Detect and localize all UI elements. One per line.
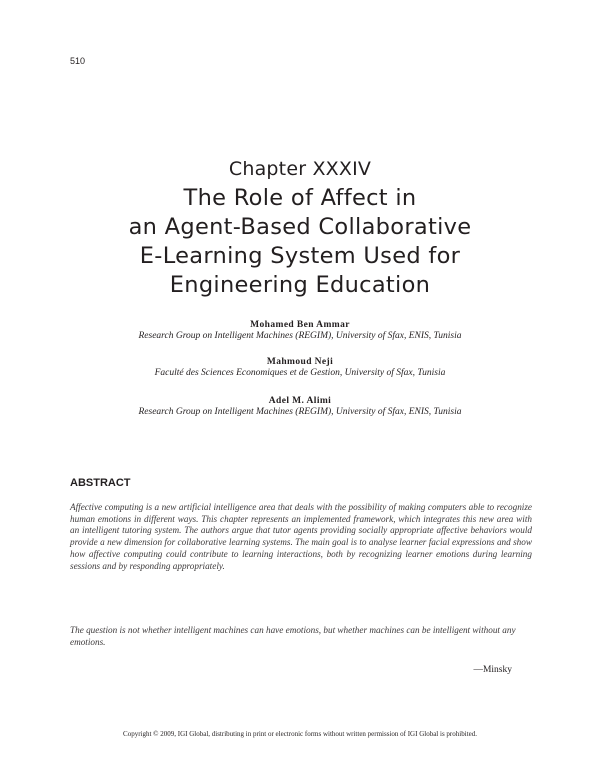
author-affiliation: Research Group on Intelligent Machines (REGIM), University of Sfax, ENIS, Tunisia	[138, 407, 462, 417]
title-line: The Role of Affect in	[183, 185, 417, 211]
author-block	[0, 396, 600, 417]
author-affiliation: Faculté des Sciences Economiques et de Gestion, University of Sfax, Tunisia	[154, 368, 446, 378]
copyright-notice: Copyright © 2009, IGI Global, distributing in print or electronic forms without written permission of IGI Global is prohibited.	[123, 730, 477, 738]
author-name: Mohamed Ben Ammar	[250, 320, 350, 330]
author-name: Mahmoud Neji	[266, 357, 334, 367]
epigraph-attribution: —Minsky	[473, 665, 512, 675]
title-line: E-Learning System Used for	[139, 243, 461, 269]
epigraph-quote: The question is not whether intelligent machines can have emotions, but whether machines can be intelligent without any emotions.	[70, 625, 516, 647]
title-line: Engineering Education	[169, 272, 431, 298]
title-line: an Agent-Based Collaborative	[128, 214, 472, 240]
author-name: Adel M. Alimi	[268, 396, 332, 406]
chapter-label: Chapter XXXIV	[228, 158, 372, 180]
abstract-body: Affective computing is a new artificial intelligence area that deals with the possibility of making computers able to recognize human emotions in different ways. This chapter represents an implemented framework, which integrates this new area with an intelligent tutoring system. The authors argue that tutor agents providing socially appropriate affective behaviors would provide a new dimension for collaborative learning systems. The main goal is to analyse learner facial expressions and show how affective computing could contribute to learning interactions, both by recognizing learner emotions during learning sessions and by responding appropriately.	[70, 502, 532, 571]
author-affiliation: Research Group on Intelligent Machines (REGIM), University of Sfax, ENIS, Tunisia	[138, 331, 462, 341]
author-block	[0, 357, 600, 378]
abstract-heading: ABSTRACT	[70, 477, 131, 489]
page-number: 510	[70, 56, 86, 66]
author-block	[0, 320, 600, 341]
chapter-title	[40, 184, 560, 300]
